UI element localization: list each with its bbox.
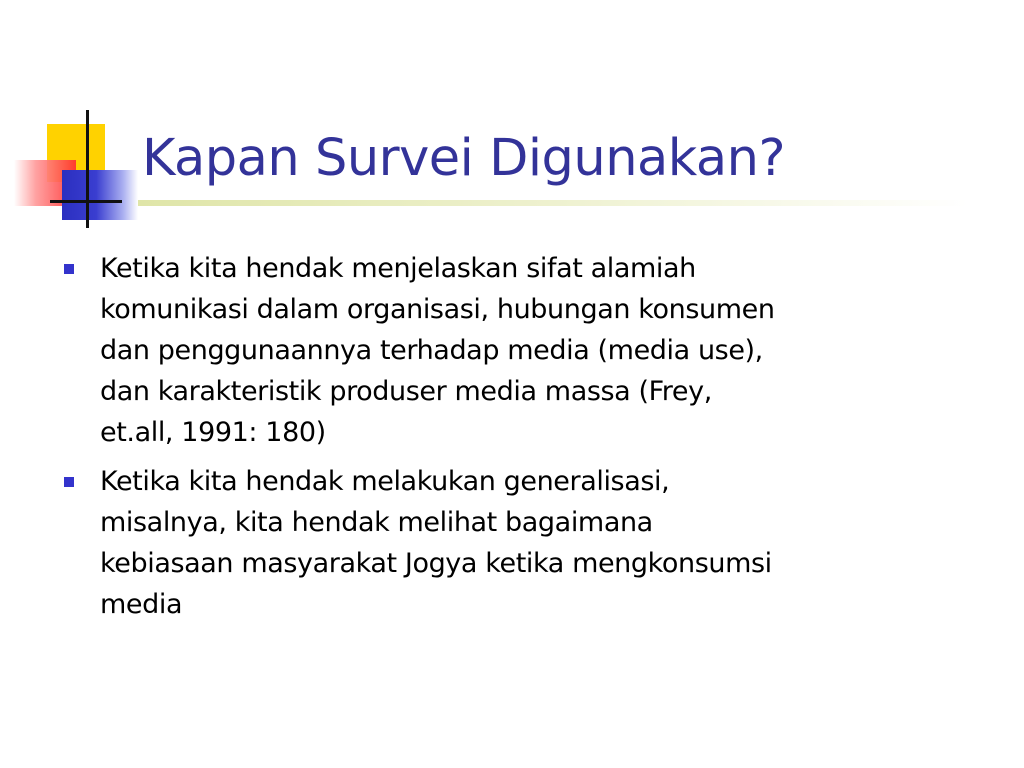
slide-title: Kapan Survei Digunakan? <box>142 129 786 188</box>
blue-square-decoration <box>62 170 138 220</box>
bullet-item <box>62 248 892 453</box>
horizontal-line-decoration <box>50 200 122 203</box>
bullet-list <box>62 248 892 633</box>
title-underline <box>138 200 968 206</box>
bullet-text: Ketika kita hendak menjelaskan sifat alamiah komunikasi dalam organisasi, hubungan konsumen dan penggunaannya terhadap media (media use), dan karakteristik produser media massa (Frey, et.all, 1991: 180) <box>100 253 775 448</box>
square-bullet-icon <box>64 264 74 274</box>
title-decoration <box>0 0 150 240</box>
bullet-item <box>62 461 892 625</box>
vertical-line-decoration <box>86 110 89 228</box>
bullet-text: Ketika kita hendak melakukan generalisasi, misalnya, kita hendak melihat bagaimana kebiasaan masyarakat Jogya ketika mengkonsumsi media <box>100 466 772 620</box>
square-bullet-icon <box>64 477 74 487</box>
